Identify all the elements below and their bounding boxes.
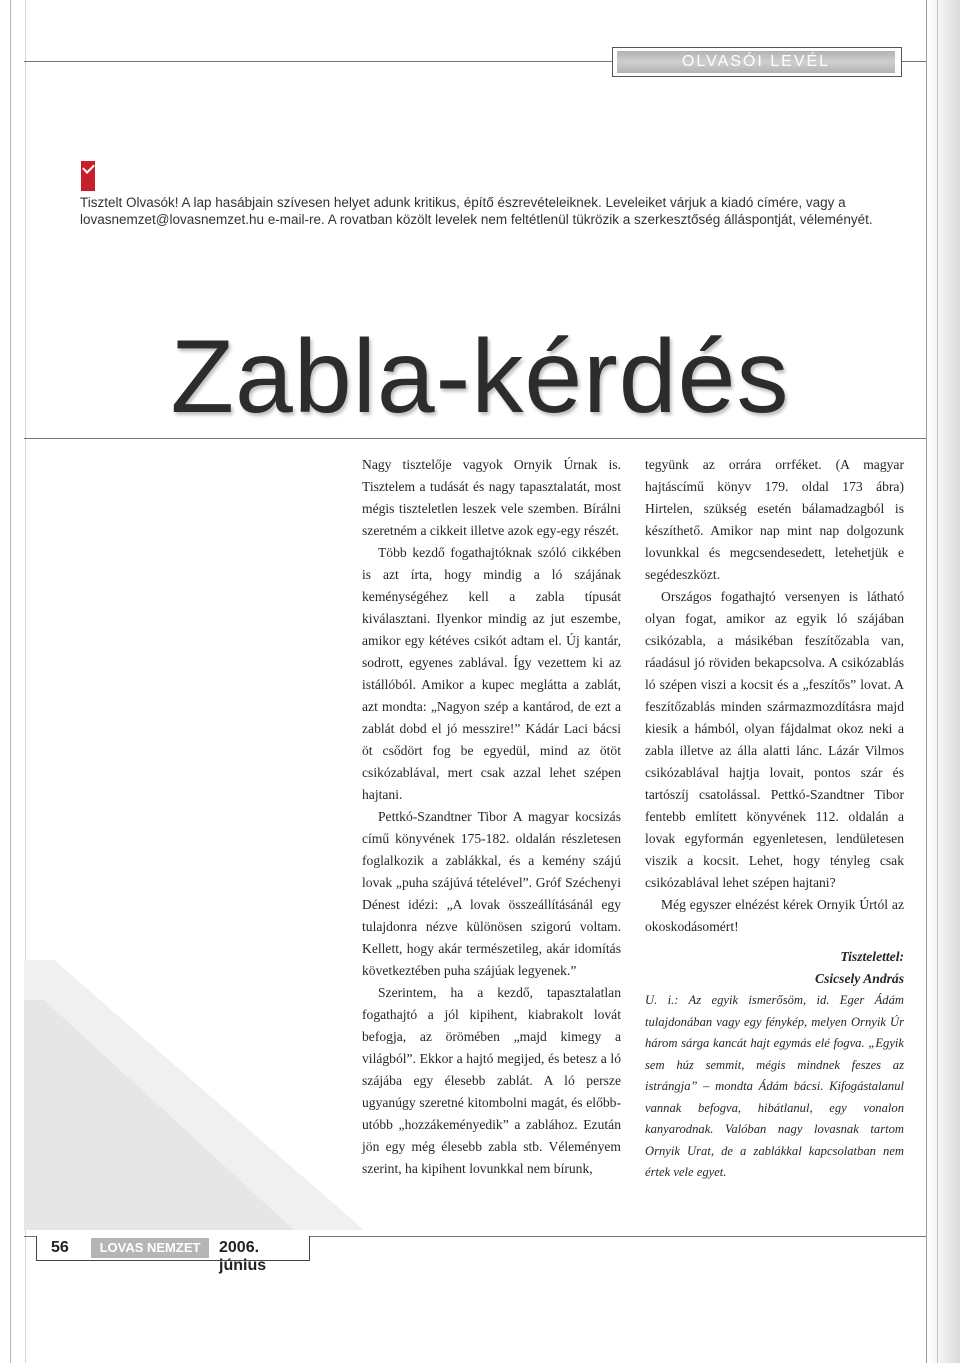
page-footer [36,1236,310,1274]
paragraph: Országos fogathajtó versenyen is látható olyan fogat, amikor az egyik ló szájában csikózabla, a másikéban feszítőzabla van, ráadásul jó röviden bekapcsolva. A csikózablás ló szépen viszi a kocsit és a „feszítős” lovat. A feszítőzablás minden származmozdításra majd kiesik a hámból, olyan fájdalmat okoz neki a zabla illetve az álla alatti lánc. Lázár Vilmos csikózablával hajtja lovait, pontos szár és tartószíj csatolással. Pettkó-Szandtner Tibor fentebb említett könyvének 112. oldalán a lovak egyformán egyenletesen, lendületesen viszik a kocsit. Lehet, hogy tényleg csak csikózablával lehet szépen hajtani? [645,589,904,890]
paragraph: Pettkó-Szandtner Tibor A magyar kocsizás című könyvének 175-182. oldalán részletesen foglalkozik a zablákkal, és a kemény szájú lovak „puha szájúvá tételével”. Gróf Széchenyi Dénest idézi: „A lovak összeállításánál egy tulajdonra nézve különösen szigorú voltam. Kellett, hogy akár természetileg, akár idomítás következtében puha szájúak legyenek.” [362,809,621,978]
signature-greeting: Tisztelettel: [840,949,904,964]
decorative-diagonal-graphic [24,960,364,1230]
section-label: OLVASÓI LEVÉL [617,51,895,73]
next-page-edge [926,0,960,1363]
postscript-note: U. i.: Az egyik ismerősöm, id. Eger Ádám tulajdonában vagy egy fénykép, melyen Ornyik Úr három sárga kancát hajt egymás elé fogva. „Egyik sem húz semmit, mégis mindnek feszes az istrángja” – mondta Ádám bácsi. Kifogástalanul vannak befogva, hibátlanul, egy vonalon kanyarodnak. Valóban nagy lovasnak tartom Ornyik Urat, de a zablákkal kapcsolatban nem értek vele egyet. [645,993,904,1179]
paragraph: Szerintem, ha a kezdő, tapasztalatlan fogathajtó a jól kipihent, kiabrakolt lovát befogja, az örömében „majd kimegy a világból”. Ekkor a hajtó megijed, és betesz a ló szájába egy élesebb zablát. A ló persze ugyanúgy szeretné kitombolni magát, és előbb-utóbb „hozzákeményedik” a zablához. Ezután jön egy még élesebb zabla stb. Véleményem szerint, ha kipihent lovunkkal nem bírunk, [362,985,621,1176]
paragraph: Még egyszer elnézést kérek Ornyik Úrtól az okoskodásomért! [645,897,904,934]
paragraph: Több kezdő fogathajtóknak szóló cikkében is azt írta, hogy mindig a ló szájának keménységéhez kell a zabla típusát kiválasztani. Ilyenkor mindig az jut eszembe, amikor egy kétéves csikót adtam el. Új kantár, sodrott, egyenes zablával. Így vezettem ki az istállóból. Amikor a kupec meglátta a zablát, azt mondta: „Nagyon szép a kantárod, de ezt a zablát dobd el jó messzire!” Kádár Laci bácsi öt csődört fog be egyedül, mind az ötöt csikózablával, mert csak azzal lehet szépen hajtani. [362,545,621,802]
issue-date: 2006. június [219,1239,267,1274]
intro-text: Tisztelt Olvasók! A lap hasábjain szívesen helyet adunk kritikus, építő észrevételeiknek. Leveleiket várjuk a kiadó címére, vagy a lovasnemzet@lovasnemzet.hu e-mail-re. A rovatban közölt levelek nem feltétlenül tükrözik a szerkesztőség álláspontját, véleményét. [80,195,873,227]
article-title: Zabla-kérdés [170,319,790,435]
paragraph: tegyünk az orrára orrféket. (A magyar hajtáscímű könyv 179. oldal 173 ábra) Hirtelen, szükség esetén bálamadzagból is készíthető. Amikor nap mint nap dolgozunk lovunkkal és megcsendesedett, letehetjük e segédeszközt. [645,457,904,582]
title-rule [24,438,926,439]
magazine-name: LOVAS NEMZET [91,1238,209,1258]
section-header [612,47,902,77]
signature-name: Csicsely András [815,971,904,986]
article-column-1 [362,454,621,1180]
paragraph: Nagy tisztelője vagyok Ornyik Úrnak is. Tisztelem a tudását és nagy tapasztalatát, most mégis tiszteletlen leszek vele szemben. Bírálni szeretném a cikkeit illetve azok egy-egy részét. [362,457,621,538]
page-number: 56 [51,1239,69,1256]
article-column-2 [645,454,904,1184]
checkmark-logo-icon [81,161,95,191]
